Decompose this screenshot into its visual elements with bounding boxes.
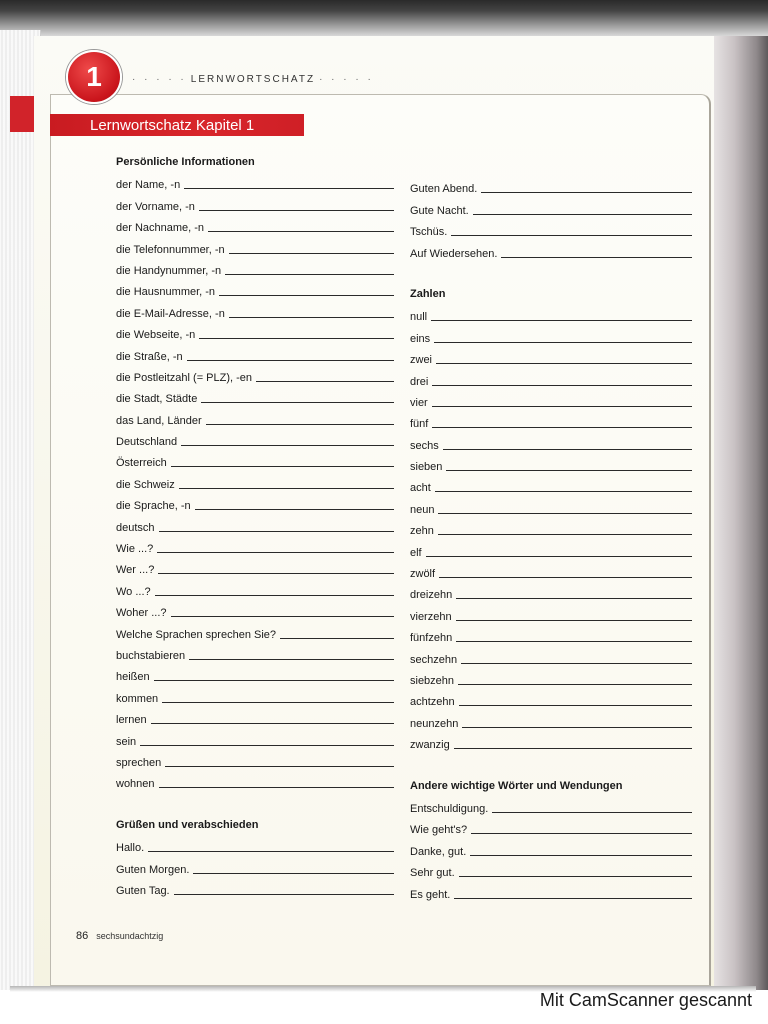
answer-line[interactable] [443, 448, 692, 450]
answer-line[interactable] [189, 658, 394, 660]
vocab-row [116, 216, 394, 237]
farewell-list [410, 177, 692, 263]
number-row [410, 647, 692, 668]
number-row [410, 626, 692, 647]
vocab-term: zehn [410, 525, 434, 538]
vocab-term: die Handynummer, -n [116, 264, 222, 277]
vocab-term: die Telefonnummer, -n [116, 243, 225, 256]
vocab-term: zwanzig [410, 739, 450, 752]
vocab-term: sprechen [116, 756, 162, 769]
vocab-row [116, 366, 394, 387]
vocab-row [116, 601, 394, 622]
number-row [410, 412, 692, 433]
answer-line[interactable] [154, 679, 394, 681]
answer-line[interactable] [459, 875, 692, 877]
answer-line[interactable] [187, 359, 394, 361]
vocab-term: vierzehn [410, 610, 452, 623]
answer-line[interactable] [454, 897, 692, 899]
vocab-row [116, 515, 394, 536]
answer-line[interactable] [481, 191, 692, 193]
header-dots-left: · · · · · [132, 74, 187, 85]
vocab-term: Welche Sprachen sprechen Sie? [116, 628, 277, 641]
answer-line[interactable] [225, 273, 394, 275]
number-row [410, 733, 692, 754]
vocab-term: Wer ...? [116, 564, 155, 577]
scan-top-shadow [0, 0, 768, 36]
answer-line[interactable] [229, 316, 394, 318]
vocab-term: achtzehn [410, 696, 455, 709]
vocab-term: Österreich [116, 457, 167, 470]
answer-line[interactable] [199, 337, 394, 339]
number-row [410, 305, 692, 326]
vocab-row [116, 772, 394, 793]
answer-line[interactable] [458, 683, 692, 685]
vocab-row [116, 686, 394, 707]
vocab-row [116, 644, 394, 665]
answer-line[interactable] [157, 551, 394, 553]
answer-line[interactable] [219, 294, 394, 296]
page-right-edge [712, 36, 768, 990]
header-dots-right: · · · · · [319, 74, 374, 85]
answer-line[interactable] [159, 786, 394, 788]
answer-line[interactable] [446, 469, 692, 471]
number-row [410, 711, 692, 732]
vocab-row [116, 708, 394, 729]
heading-greetings: Grüßen und verabschieden [116, 818, 259, 831]
number-row [410, 476, 692, 497]
vocab-term: Es geht. [410, 888, 451, 901]
vocab-row [410, 882, 692, 903]
answer-line[interactable] [208, 230, 394, 232]
answer-line[interactable] [432, 426, 692, 428]
vocab-term: Entschuldigung. [410, 802, 489, 815]
answer-line[interactable] [438, 512, 692, 514]
heading-other-phrases: Andere wichtige Wörter und Wendungen [410, 779, 623, 792]
heading-numbers: Zahlen [410, 287, 446, 300]
vocab-term: die Schweiz [116, 478, 175, 491]
vocab-term: eins [410, 332, 431, 345]
vocab-term: Tschüs. [410, 226, 448, 239]
number-row [410, 583, 692, 604]
number-row [410, 326, 692, 347]
vocab-term: Woher ...? [116, 607, 167, 620]
answer-line[interactable] [426, 555, 692, 557]
section-spacer [116, 793, 394, 814]
vocab-term: die Stadt, Städte [116, 393, 198, 406]
numbers-list [410, 305, 692, 754]
vocab-row [116, 879, 394, 900]
answer-line[interactable] [432, 384, 692, 386]
vocab-term: Wie geht's? [410, 824, 468, 837]
vocab-row [116, 344, 394, 365]
left-column [116, 152, 394, 900]
answer-line[interactable] [454, 747, 692, 749]
answer-line[interactable] [435, 490, 692, 492]
vocab-term: sieben [410, 461, 443, 474]
vocab-row [116, 194, 394, 215]
vocab-term: null [410, 311, 428, 324]
vocab-term: Auf Wiedersehen. [410, 247, 498, 260]
answer-line[interactable] [501, 256, 692, 258]
answer-line[interactable] [456, 597, 692, 599]
vocab-term: Gute Nacht. [410, 204, 469, 217]
vocab-term: Hallo. [116, 842, 145, 855]
vocab-term: sechzehn [410, 653, 458, 666]
other-phrases-list [410, 797, 692, 904]
vocab-term: die E-Mail-Adresse, -n [116, 307, 225, 320]
vocab-term: acht [410, 482, 431, 495]
vocab-term: vier [410, 396, 428, 409]
answer-line[interactable] [432, 405, 692, 407]
vocab-row [116, 622, 394, 643]
vocab-row [116, 451, 394, 472]
vocab-term: dreizehn [410, 589, 453, 602]
vocab-term: lernen [116, 714, 147, 727]
number-row [410, 562, 692, 583]
vocab-term: Danke, gut. [410, 845, 467, 858]
answer-line[interactable] [473, 213, 692, 215]
vocab-row [410, 198, 692, 219]
answer-line[interactable] [174, 893, 394, 895]
chapter-title: Lernwortschatz Kapitel 1 [90, 116, 255, 134]
vocab-term: zwölf [410, 568, 436, 581]
answer-line[interactable] [462, 726, 692, 728]
vocab-row [116, 280, 394, 301]
vocab-row [116, 387, 394, 408]
vocab-row [116, 537, 394, 558]
vocab-term: sechs [410, 439, 439, 452]
right-column [410, 177, 692, 904]
vocab-term: heißen [116, 671, 150, 684]
vocab-term: die Hausnummer, -n [116, 286, 216, 299]
vocab-term: der Vorname, -n [116, 200, 195, 213]
heading-personal-info: Persönliche Informationen [116, 156, 255, 168]
section-header [128, 74, 398, 85]
vocab-row [410, 818, 692, 839]
number-row [410, 669, 692, 690]
answer-line[interactable] [492, 811, 692, 813]
vocab-row [410, 861, 692, 882]
vocab-row [116, 494, 394, 515]
chapter-title-bar [50, 114, 304, 136]
greetings-list [116, 836, 394, 900]
vocab-row [116, 259, 394, 280]
number-row [410, 690, 692, 711]
vocab-term: Wo ...? [116, 585, 151, 598]
number-row [410, 433, 692, 454]
answer-line[interactable] [148, 850, 394, 852]
vocab-term: sein [116, 735, 137, 748]
answer-line[interactable] [159, 530, 394, 532]
vocab-term: Deutschland [116, 436, 178, 449]
answer-line[interactable] [206, 423, 394, 425]
chapter-badge [66, 50, 122, 104]
answer-line[interactable] [151, 722, 394, 724]
answer-line[interactable] [434, 341, 692, 343]
vocab-term: Wie ...? [116, 543, 154, 556]
vocab-term: Sehr gut. [410, 867, 455, 880]
header-label: LERNWORTSCHATZ [190, 74, 316, 85]
page-footer [76, 930, 163, 942]
answer-line[interactable] [456, 640, 692, 642]
vocab-term: zwei [410, 354, 433, 367]
vocab-row [116, 301, 394, 322]
vocab-term: wohnen [116, 778, 155, 791]
vocab-term: drei [410, 375, 429, 388]
camscanner-watermark: Mit CamScanner gescannt [539, 990, 752, 1010]
vocab-row [410, 241, 692, 262]
vocab-term: elf [410, 546, 422, 559]
number-row [410, 391, 692, 412]
answer-line[interactable] [229, 252, 394, 254]
answer-line[interactable] [436, 362, 692, 364]
answer-line[interactable] [199, 209, 394, 211]
answer-line[interactable] [165, 765, 394, 767]
answer-line[interactable] [451, 234, 692, 236]
vocab-row [410, 839, 692, 860]
vocab-term: buchstabieren [116, 649, 186, 662]
answer-line[interactable] [256, 380, 394, 382]
vocab-row [116, 857, 394, 878]
answer-line[interactable] [280, 637, 394, 639]
vocab-term: neunzehn [410, 717, 459, 730]
answer-line[interactable] [179, 487, 394, 489]
answer-line[interactable] [162, 701, 394, 703]
vocab-term: die Sprache, -n [116, 500, 191, 513]
vocab-row [116, 751, 394, 772]
personal-info-list [116, 173, 394, 793]
vocab-row [116, 430, 394, 451]
vocab-term: neun [410, 503, 435, 516]
vocab-row [116, 729, 394, 750]
answer-line[interactable] [438, 533, 692, 535]
answer-line[interactable] [201, 401, 394, 403]
vocab-term: fünfzehn [410, 632, 453, 645]
vocab-row [410, 220, 692, 241]
vocab-row [116, 408, 394, 429]
answer-line[interactable] [158, 572, 394, 574]
vocab-term: fünf [410, 418, 429, 431]
chapter-number: 1 [86, 61, 102, 92]
vocab-row [116, 472, 394, 493]
vocab-term: Guten Tag. [116, 884, 170, 897]
vocab-row [116, 579, 394, 600]
vocab-term: Guten Abend. [410, 183, 478, 196]
number-row [410, 369, 692, 390]
answer-line[interactable] [431, 319, 692, 321]
vocab-term: die Postleitzahl (= PLZ), -en [116, 371, 253, 384]
answer-line[interactable] [470, 854, 692, 856]
number-row [410, 455, 692, 476]
section-spacer [410, 754, 692, 775]
vocab-row [116, 558, 394, 579]
number-row [410, 497, 692, 518]
vocab-term: kommen [116, 692, 159, 705]
answer-line[interactable] [195, 508, 394, 510]
section-spacer [410, 263, 692, 284]
vocab-row [116, 836, 394, 857]
vocab-term: deutsch [116, 521, 155, 534]
vocab-term: der Name, -n [116, 179, 181, 192]
vocab-row [410, 177, 692, 198]
vocab-term: das Land, Länder [116, 414, 202, 427]
answer-line[interactable] [171, 465, 394, 467]
number-row [410, 540, 692, 561]
vocab-term: die Straße, -n [116, 350, 183, 363]
vocab-term: Guten Morgen. [116, 863, 190, 876]
answer-line[interactable] [471, 832, 692, 834]
answer-line[interactable] [184, 187, 394, 189]
answer-line[interactable] [459, 704, 692, 706]
vocab-row [116, 665, 394, 686]
vocab-row [116, 173, 394, 194]
vocab-term: der Nachname, -n [116, 222, 205, 235]
vocab-row [116, 323, 394, 344]
number-row [410, 519, 692, 540]
answer-line[interactable] [181, 444, 394, 446]
vocab-row [116, 237, 394, 258]
answer-line[interactable] [140, 744, 394, 746]
answer-line[interactable] [456, 619, 692, 621]
vocab-term: die Webseite, -n [116, 329, 196, 342]
vocab-row [410, 797, 692, 818]
answer-line[interactable] [461, 662, 692, 664]
answer-line[interactable] [439, 576, 692, 578]
vocab-term: siebzehn [410, 674, 455, 687]
page-number-word: sechsundachtzig [96, 931, 164, 941]
answer-line[interactable] [155, 594, 394, 596]
answer-line[interactable] [193, 872, 394, 874]
number-row [410, 348, 692, 369]
answer-line[interactable] [171, 615, 394, 617]
number-row [410, 604, 692, 625]
page-number: 86 [76, 930, 89, 942]
